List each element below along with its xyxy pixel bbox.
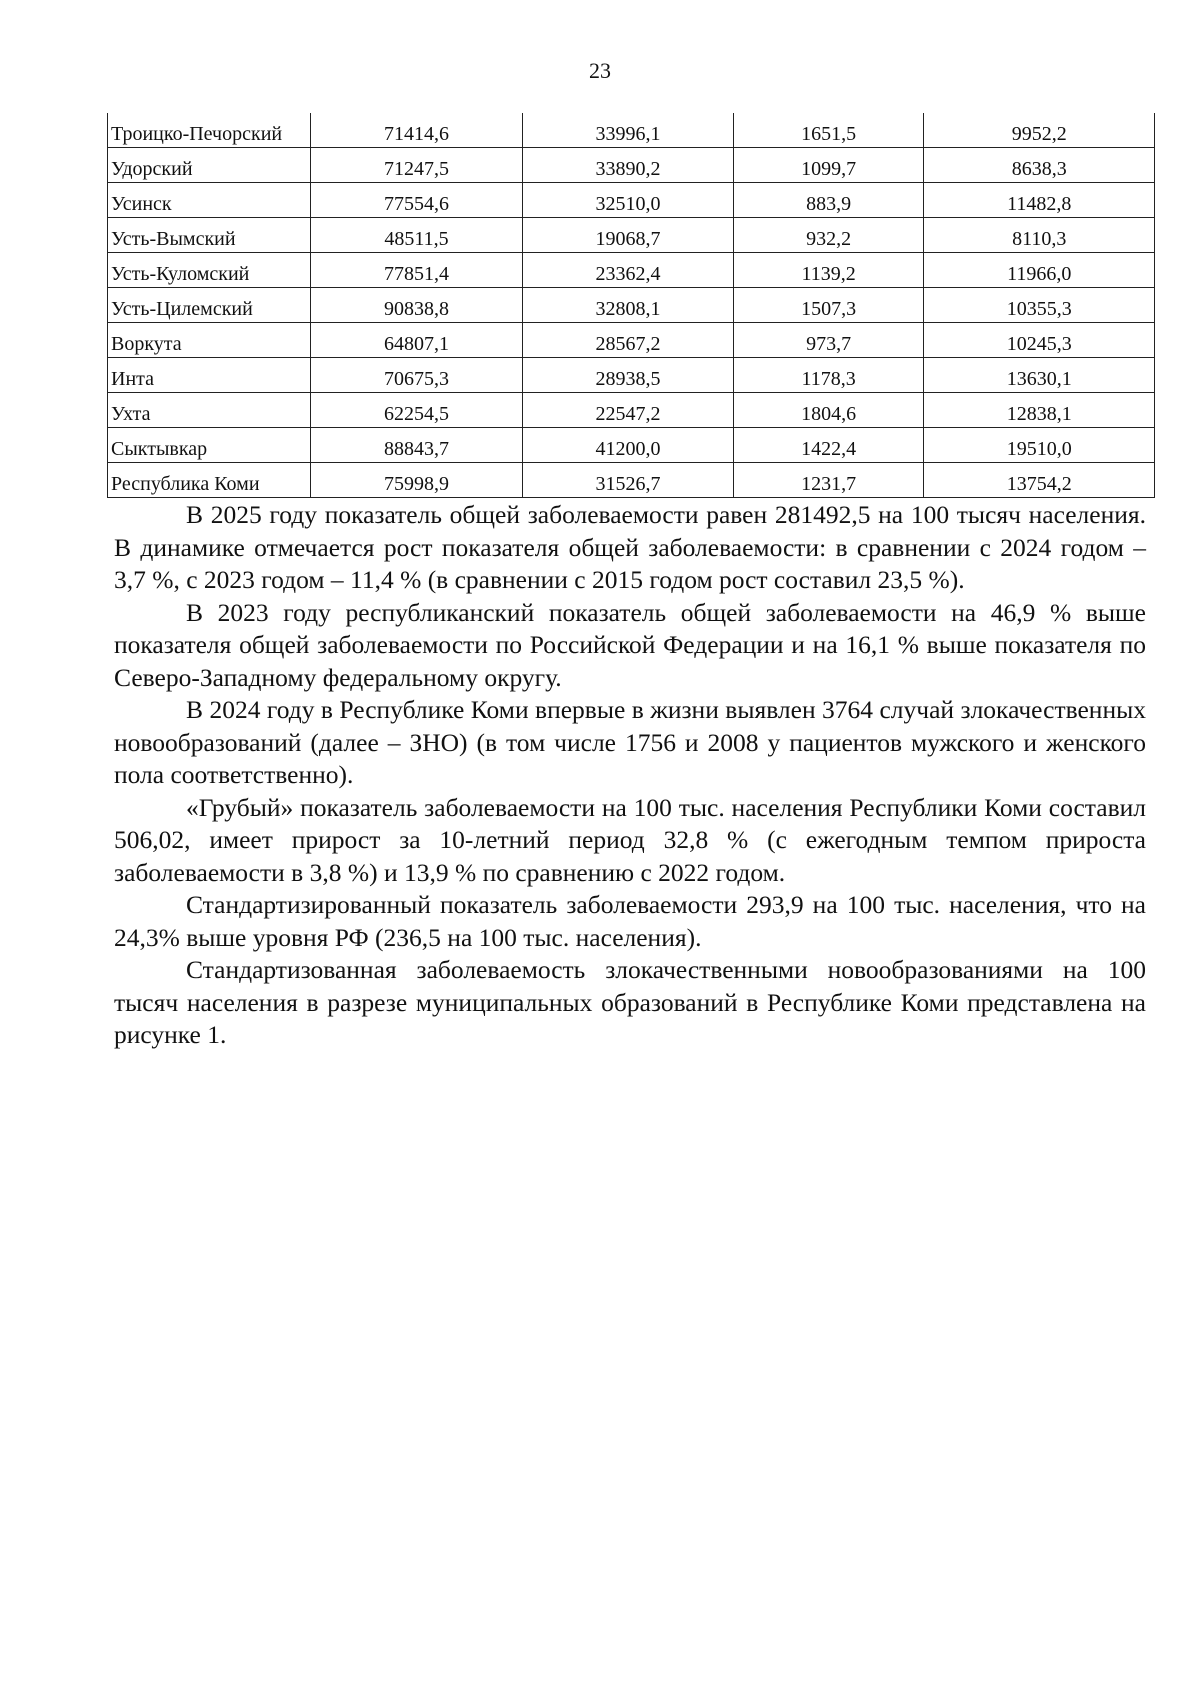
table-row xyxy=(108,463,1155,498)
morbidity-table xyxy=(107,113,1155,498)
table-row xyxy=(108,148,1155,183)
paragraph: «Грубый» показатель заболеваемости на 100 тыс. населения Республики Коми составил 506,02, имеет прирост за 10-летний период 32,8 % (с ежегодным темпом прироста заболеваемости в 3,8 %) и 13,9 % по сравнению с 2022 годом. xyxy=(114,792,1146,887)
table-cell-value: 19068,7 xyxy=(523,218,734,253)
table-cell-value: 1231,7 xyxy=(733,463,924,498)
table-cell-value: 10245,3 xyxy=(924,323,1155,358)
table-cell-value: 12838,1 xyxy=(924,393,1155,428)
table-row xyxy=(108,288,1155,323)
table-cell-district: Ухта xyxy=(108,393,311,428)
table-cell-value: 70675,3 xyxy=(310,358,523,393)
table-cell-value: 32808,1 xyxy=(523,288,734,323)
table-row xyxy=(108,428,1155,463)
table-cell-value: 1651,5 xyxy=(733,113,924,148)
table-cell-district: Усть-Цилемский xyxy=(108,288,311,323)
table-cell-value: 1804,6 xyxy=(733,393,924,428)
table-cell-value: 883,9 xyxy=(733,183,924,218)
table-cell-value: 31526,7 xyxy=(523,463,734,498)
page-number: 23 xyxy=(589,58,611,83)
table-cell-value: 71247,5 xyxy=(310,148,523,183)
body-text xyxy=(114,499,1146,1052)
table-cell-district: Инта xyxy=(108,358,311,393)
table-cell-value: 33996,1 xyxy=(523,113,734,148)
table-cell-value: 41200,0 xyxy=(523,428,734,463)
table-cell-district: Усть-Куломский xyxy=(108,253,311,288)
table-cell-value: 11482,8 xyxy=(924,183,1155,218)
table-cell-value: 1099,7 xyxy=(733,148,924,183)
table-cell-value: 90838,8 xyxy=(310,288,523,323)
table-cell-value: 1178,3 xyxy=(733,358,924,393)
table-cell-value: 1507,3 xyxy=(733,288,924,323)
table-cell-value: 13754,2 xyxy=(924,463,1155,498)
table-cell-value: 10355,3 xyxy=(924,288,1155,323)
table-cell-value: 62254,5 xyxy=(310,393,523,428)
table-cell-value: 1139,2 xyxy=(733,253,924,288)
table-cell-value: 9952,2 xyxy=(924,113,1155,148)
table-row xyxy=(108,113,1155,148)
paragraph: Стандартизованная заболеваемость злокачественными новообразованиями на 100 тысяч населения в разрезе муниципальных образований в Республике Коми представлена на рисунке 1. xyxy=(114,955,1146,1049)
table-cell-value: 11966,0 xyxy=(924,253,1155,288)
table-cell-value: 22547,2 xyxy=(523,393,734,428)
table-cell-value: 23362,4 xyxy=(523,253,734,288)
table-cell-district: Удорский xyxy=(108,148,311,183)
table-cell-value: 28567,2 xyxy=(523,323,734,358)
table-row xyxy=(108,323,1155,358)
table-row xyxy=(108,393,1155,428)
table-cell-value: 33890,2 xyxy=(523,148,734,183)
table-row xyxy=(108,253,1155,288)
paragraph: В 2025 году показатель общей заболеваемости равен 281492,5 на 100 тысяч населения. В динамике отмечается рост показателя общей заболеваемости: в сравнении с 2024 годом – 3,7 %, с 2023 годом – 11,4 % (в сравнении с 2015 годом рост составил 23,5 %). xyxy=(114,500,1146,594)
paragraph: Стандартизированный показатель заболеваемости 293,9 на 100 тыс. населения, что на 24,3% выше уровня РФ (236,5 на 100 тыс. населения). xyxy=(114,890,1146,952)
table-cell-value: 71414,6 xyxy=(310,113,523,148)
table-cell-value: 973,7 xyxy=(733,323,924,358)
table-cell-value: 77554,6 xyxy=(310,183,523,218)
table-cell-value: 88843,7 xyxy=(310,428,523,463)
table-cell-value: 75998,9 xyxy=(310,463,523,498)
paragraph: В 2024 году в Республике Коми впервые в жизни выявлен 3764 случай злокачественных новообразований (далее – ЗНО) (в том числе 1756 и 2008 у пациентов мужского и женского пола соответственно). xyxy=(114,695,1146,789)
table-cell-value: 1422,4 xyxy=(733,428,924,463)
table-body xyxy=(108,113,1155,498)
paragraph: В 2023 году республиканский показатель общей заболеваемости на 46,9 % выше показателя общей заболеваемости по Российской Федерации и на 16,1 % выше показателя по Северо-Западному федеральному округу. xyxy=(114,597,1146,692)
table-cell-value: 8638,3 xyxy=(924,148,1155,183)
table-cell-district: Сыктывкар xyxy=(108,428,311,463)
table-cell-district: Усинск xyxy=(108,183,311,218)
table-cell-value: 32510,0 xyxy=(523,183,734,218)
table-cell-value: 48511,5 xyxy=(310,218,523,253)
table-cell-district: Республика Коми xyxy=(108,463,311,498)
table-row xyxy=(108,183,1155,218)
table-cell-value: 19510,0 xyxy=(924,428,1155,463)
table-cell-value: 8110,3 xyxy=(924,218,1155,253)
table-cell-value: 932,2 xyxy=(733,218,924,253)
table-cell-value: 28938,5 xyxy=(523,358,734,393)
table-cell-district: Усть-Вымский xyxy=(108,218,311,253)
table-cell-value: 13630,1 xyxy=(924,358,1155,393)
table-row xyxy=(108,358,1155,393)
table-cell-district: Троицко-Печорский xyxy=(108,113,311,148)
table-cell-value: 64807,1 xyxy=(310,323,523,358)
table-row xyxy=(108,218,1155,253)
table-cell-district: Воркута xyxy=(108,323,311,358)
table-cell-value: 77851,4 xyxy=(310,253,523,288)
